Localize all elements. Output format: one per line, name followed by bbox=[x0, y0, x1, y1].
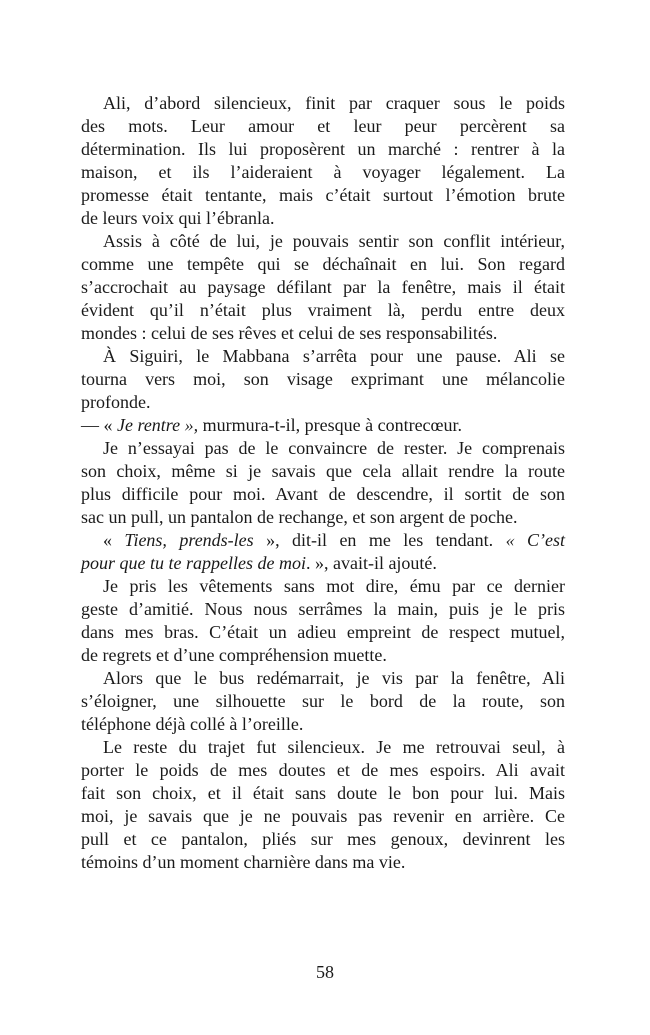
paragraph bbox=[81, 345, 565, 414]
paragraph bbox=[81, 230, 565, 345]
quote-paragraph bbox=[81, 529, 565, 575]
text-line: son choix, même si je savais que cela allait rendre la route bbox=[81, 461, 565, 481]
paragraph bbox=[81, 437, 565, 529]
dialogue-italic: Je rentre », bbox=[117, 415, 199, 435]
text-line: Je n’essayai pas de le convaincre de rester. Je comprenais bbox=[103, 438, 565, 458]
text-line: profonde. bbox=[81, 392, 151, 412]
text-line: Alors que le bus redémarrait, je vis par la fenêtre, Ali bbox=[103, 668, 565, 688]
text-line: témoins d’un moment charnière dans ma vie. bbox=[81, 852, 406, 872]
text-line: Je pris les vêtements sans mot dire, ému par ce dernier bbox=[103, 576, 565, 596]
text-line bbox=[81, 552, 565, 575]
text-line: Le reste du trajet fut silencieux. Je me retrouvai seul, à bbox=[103, 737, 565, 757]
text-line: détermination. Ils lui proposèrent un marché : rentrer à la bbox=[81, 139, 565, 159]
text-line: Assis à côté de lui, je pouvais sentir son conflit intérieur, bbox=[103, 231, 565, 251]
text-line: maison, et ils l’aideraient à voyager légalement. La bbox=[81, 162, 565, 182]
text-line: promesse était tentante, mais c’était surtout l’émotion brute bbox=[81, 185, 565, 205]
text-line: mondes : celui de ses rêves et celui de ses responsabilités. bbox=[81, 323, 498, 343]
text-line: moi, je savais que je ne pouvais pas revenir en arrière. Ce bbox=[81, 806, 565, 826]
text-line: sac un pull, un pantalon de rechange, et son argent de poche. bbox=[81, 507, 518, 527]
quote-italic: pour que tu te rappelles de moi bbox=[81, 553, 306, 573]
text-line: pull et ce pantalon, pliés sur mes genoux, devinrent les bbox=[81, 829, 565, 849]
quote-italic: Tiens, prends-les bbox=[124, 530, 254, 550]
quote-italic: « C’est bbox=[505, 530, 566, 550]
text-line: dans mes bras. C’était un adieu empreint de respect mutuel, bbox=[81, 622, 565, 642]
text-line bbox=[81, 414, 565, 437]
text-line bbox=[81, 529, 565, 552]
text-line: de leurs voix qui l’ébranla. bbox=[81, 208, 275, 228]
text-line: des mots. Leur amour et leur peur percèrent sa bbox=[81, 116, 565, 136]
text-line: tourna vers moi, son visage exprimant une mélancolie bbox=[81, 369, 565, 389]
text-line: À Siguiri, le Mabbana s’arrêta pour une pause. Ali se bbox=[103, 346, 565, 366]
text-line: Ali, d’abord silencieux, finit par craquer sous le poids bbox=[103, 93, 565, 113]
dialogue-paragraph bbox=[81, 414, 565, 437]
text-line: comme une tempête qui se déchaînait en lui. Son regard bbox=[81, 254, 565, 274]
text-line: s’éloigner, une silhouette sur le bord de la route, son bbox=[81, 691, 565, 711]
text-line: de regrets et d’une compréhension muette. bbox=[81, 645, 387, 665]
text-line: évident qu’il n’était plus vraiment là, perdu entre deux bbox=[81, 300, 565, 320]
text-line: s’accrochait au paysage défilant par la fenêtre, mais il était bbox=[81, 277, 565, 297]
body-text bbox=[81, 92, 565, 874]
paragraph bbox=[81, 575, 565, 667]
paragraph bbox=[81, 667, 565, 736]
dialogue-rest: murmura-t-il, presque à contrecœur. bbox=[198, 415, 463, 435]
text-line: fait son choix, et il était sans doute le bon pour lui. Mais bbox=[81, 783, 565, 803]
text-line: plus difficile pour moi. Avant de descendre, il sortit de son bbox=[81, 484, 565, 504]
text-line: porter le poids de mes doutes et de mes espoirs. Ali avait bbox=[81, 760, 565, 780]
page-number: 58 bbox=[316, 962, 334, 982]
quote-rest: . », avait-il ajouté. bbox=[305, 553, 437, 573]
paragraph bbox=[81, 92, 565, 230]
quote-open: « bbox=[103, 530, 125, 550]
text-line: geste d’amitié. Nous nous serrâmes la main, puis je le pris bbox=[81, 599, 565, 619]
quote-mid: », dit-il en me les tendant. bbox=[253, 530, 506, 550]
dialogue-dash: — « bbox=[81, 415, 117, 435]
paragraph bbox=[81, 736, 565, 874]
text-line: téléphone déjà collé à l’oreille. bbox=[81, 714, 304, 734]
